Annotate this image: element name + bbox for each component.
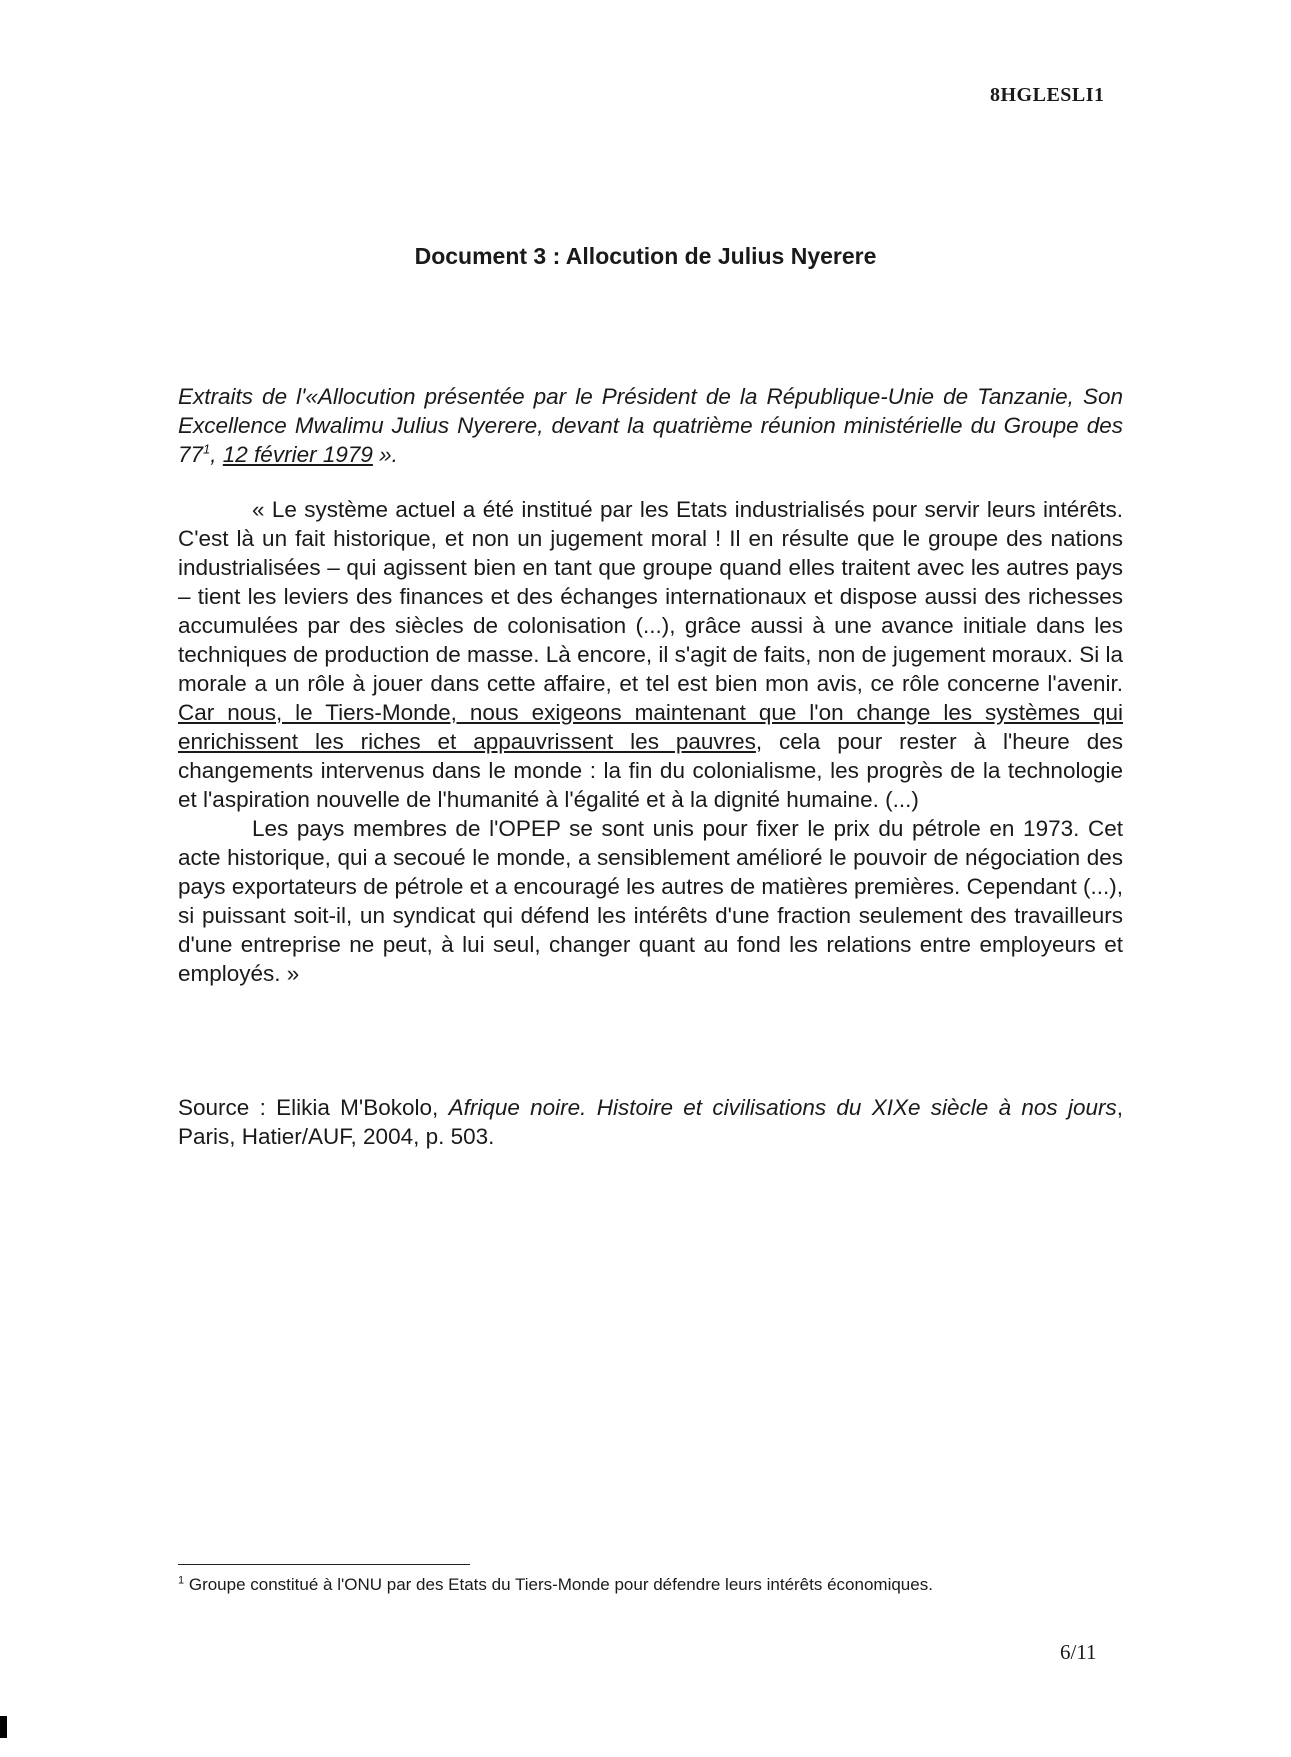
source-publication: , Paris, Hatier/AUF, 2004, p. 503. — [178, 1095, 1123, 1149]
document-intro — [178, 382, 1123, 469]
footnote-separator — [178, 1564, 470, 1565]
intro-text: Extraits de l'«Allocution présentée par le Président de la République-Unie de Tanzanie, Son Excellence Mwalimu Julius Nyerere, devant la quatrième réunion ministérielle du Groupe des 77 — [178, 384, 1123, 467]
intro-closing: ». — [372, 442, 398, 467]
speech-date: 12 février 1979 — [222, 442, 373, 467]
quote-underlined-passage: Car nous, le Tiers-Monde, nous exigeons maintenant que l'on change les systèmes qui enrichissent les riches et appauvrissent les pauvres — [178, 700, 1123, 754]
source-citation — [178, 1093, 1123, 1151]
footnote-text: Groupe constitué à l'ONU par des Etats du Tiers-Monde pour défendre leurs intérêts économiques. — [184, 1575, 933, 1594]
quote-p1-start: « Le système actuel a été institué par les Etats industrialisés pour servir leurs intérêts. C'est là un fait historique, et non un jugement moral ! Il en résulte que le groupe des nations industrialisées – qui agissent bien en tant que groupe quand elles traitent avec les autres pays – tient les leviers des finances et des échanges internationaux et dispose aussi des richesses accumulées par des siècles de colonisation (...), grâce aussi à une avance initiale dans les techniques de production de masse. Là encore, il s'agit de faits, non de jugement moraux. Si la morale a un rôle à jouer dans cette affaire, et tel est bien mon avis, ce rôle concerne l'avenir. — [178, 497, 1123, 696]
quote-paragraph-2: Les pays membres de l'OPEP se sont unis pour fixer le prix du pétrole en 1973. Cet acte historique, qui a secoué le monde, a sensiblement amélioré le pouvoir de négociation des pays exportateurs de pétrole et a encouragé les autres de matières premières. Cependant (...), si puissant soit-il, un syndicat qui défend les intérêts d'une fraction seulement des travailleurs d'une entreprise ne peut, à lui seul, changer quant au fond les relations entre employeurs et employés. » — [178, 816, 1123, 986]
footnote-reference: 1 — [203, 441, 211, 457]
footnote-number: 1 — [178, 1574, 185, 1587]
quote-p1-end: , cela pour rester à l'heure des changements intervenus dans le monde : la fin du colonialisme, les progrès de la technologie et l'aspiration nouvelle de l'humanité à l'égalité et à la dignité humaine. (...) — [178, 729, 1123, 812]
exam-code: 8HGLESLI1 — [990, 84, 1105, 106]
footnote — [178, 1574, 1123, 1596]
document-title: Document 3 : Allocution de Julius Nyerere — [414, 243, 877, 269]
page-number: 6/11 — [1060, 1640, 1097, 1664]
intro-comma: , — [210, 442, 223, 467]
source-label: Source : Elikia M'Bokolo, — [178, 1095, 449, 1120]
source-book-title: Afrique noire. Histoire et civilisations du XIXe siècle à nos jours — [448, 1095, 1117, 1120]
scan-mark — [0, 1716, 7, 1738]
quote-paragraph-1 — [178, 495, 1123, 814]
speech-quote — [178, 495, 1123, 988]
